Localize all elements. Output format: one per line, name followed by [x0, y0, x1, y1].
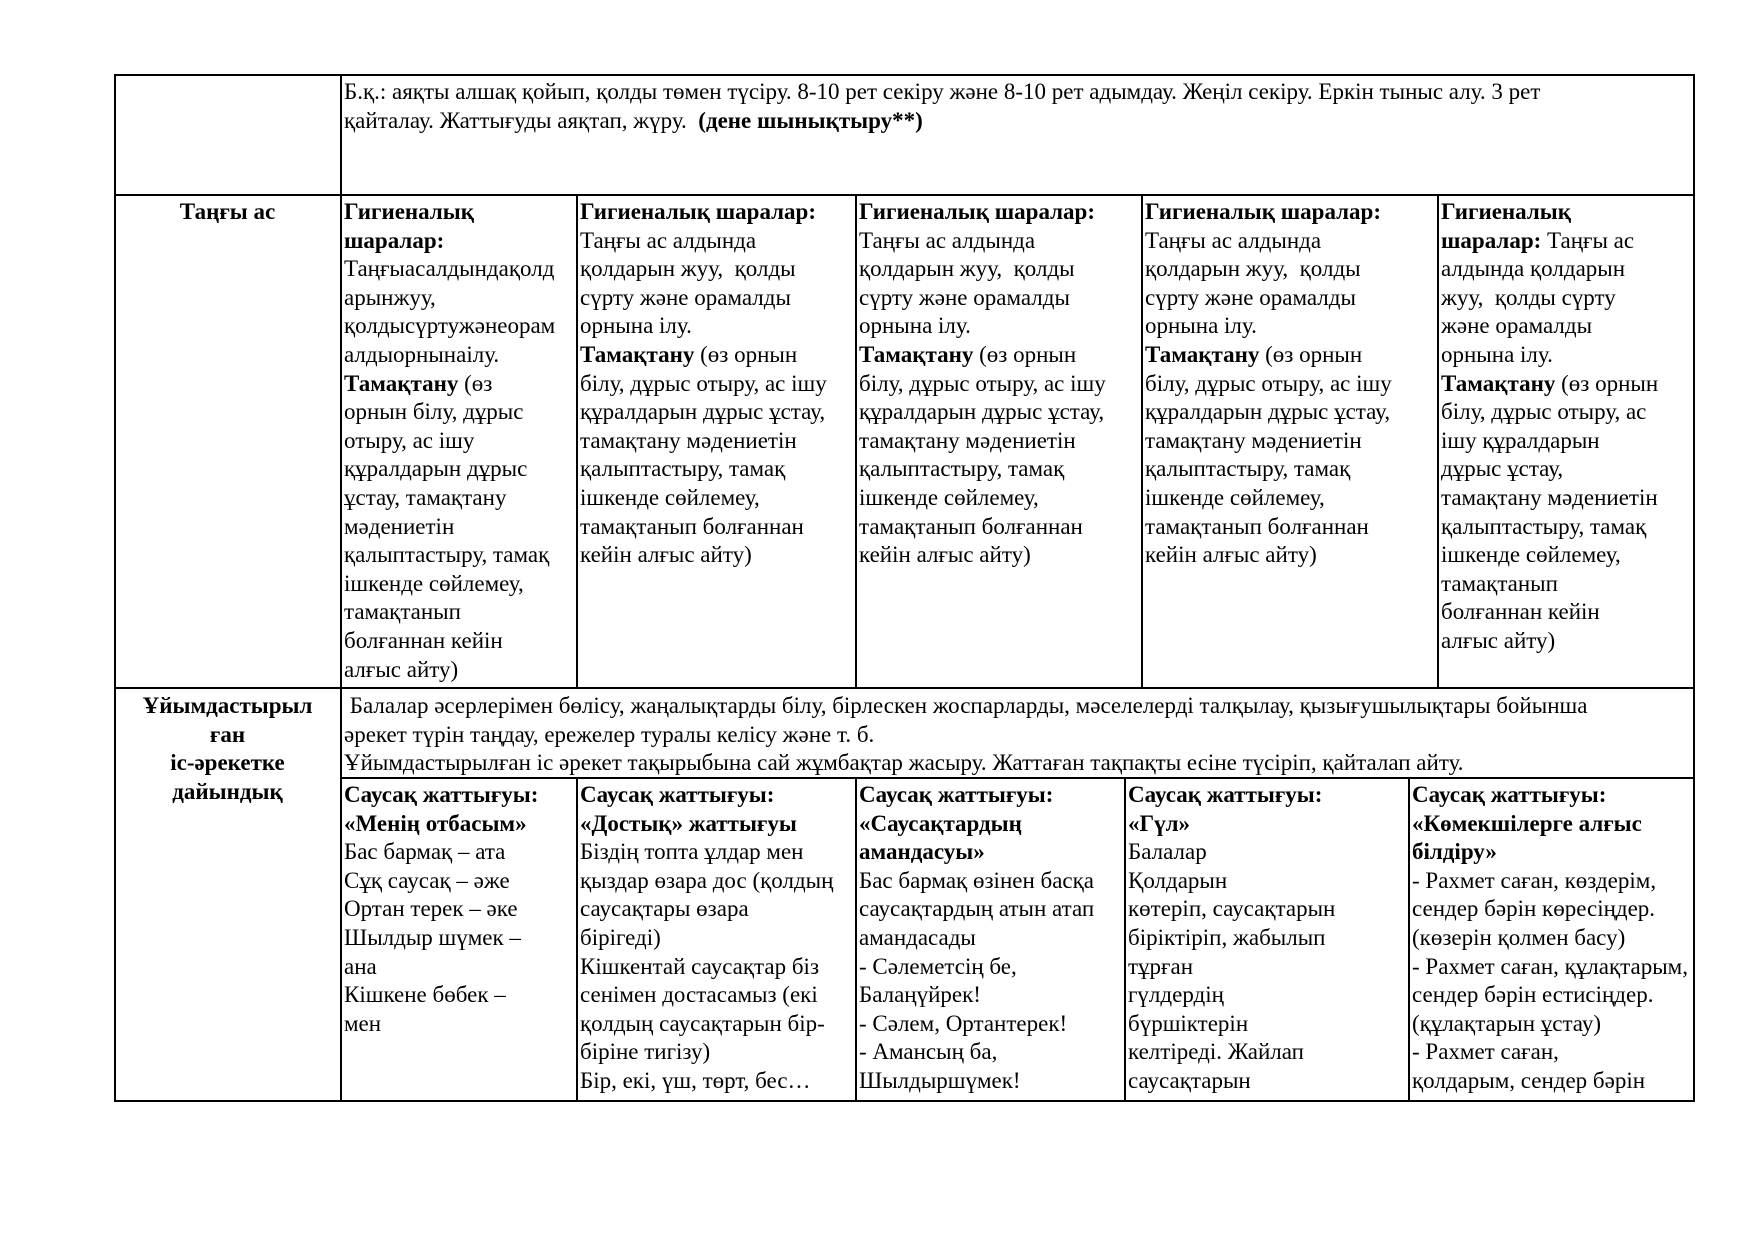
prep-label-cell	[117, 692, 338, 806]
cell-line-text: гүлдердің	[1128, 982, 1224, 1008]
cell-line	[580, 227, 854, 256]
cell-line-text: ішкенде сөйлемеу,	[859, 484, 1039, 510]
cell-line-text: болғаннан кейін	[344, 627, 503, 653]
cell-line-text: сендер бәрін көресіңдер.	[1412, 896, 1656, 922]
cell-line-text: Гигиеналық	[1441, 199, 1571, 224]
cell-line-text: Қолдарын	[1128, 867, 1228, 893]
cell-line	[1128, 895, 1407, 924]
cell-line-text: тамақтанып болғаннан	[1145, 513, 1369, 539]
cell-line	[1412, 953, 1692, 982]
cell-line-text: қыздар өзара дос (қолдың	[580, 867, 834, 893]
prep-intro-line-1: Балалар әсерлерімен бөлісу, жаңалықтарды білу, бірлескен жоспарларды, мәселелерді талқылау, қызығушылықтары бойынша	[344, 693, 1588, 718]
prep-label-line-2: ған	[209, 721, 246, 747]
cell-line	[344, 598, 575, 627]
cell-line	[1441, 227, 1692, 256]
cell-line	[1412, 781, 1692, 810]
cell-line	[1441, 541, 1692, 570]
cell-line	[580, 513, 854, 542]
cell-line-text: Саусақ жаттығуы:	[580, 782, 775, 807]
cell-line-text: тамақтану мәдениетін	[580, 427, 797, 453]
cell-line	[859, 953, 1123, 982]
cell-line	[1128, 867, 1407, 896]
cell-line-text: сүрту және орамалды	[1145, 284, 1356, 310]
cell-line	[859, 838, 1123, 867]
cell-line	[859, 810, 1123, 839]
cell-line-text: Гигиеналық шаралар:	[1145, 199, 1381, 224]
cell-line-bold-part: Тамақтану	[859, 341, 974, 367]
breakfast-friday-cell	[1441, 198, 1692, 656]
prep-wednesday-cell	[859, 781, 1123, 1099]
cell-line-text: білу, дұрыс отыру, ас ішу	[859, 370, 1106, 396]
cell-line-text: (өз орнын	[1555, 370, 1659, 396]
cell-line	[580, 541, 854, 570]
cell-line-text: (өз орнын	[1259, 341, 1363, 367]
cell-line	[1412, 867, 1692, 896]
cell-line	[580, 398, 854, 427]
cell-line	[344, 284, 575, 313]
cell-line-text: алдында қолдарын	[1441, 256, 1626, 282]
cell-line	[344, 455, 575, 484]
cell-line-text: мәдениетін	[344, 513, 455, 539]
cell-line	[344, 1010, 575, 1039]
cell-line-text: білу, дұрыс отыру, ас	[1441, 399, 1647, 425]
cell-line-bold-part: Тамақтану	[344, 370, 459, 396]
cell-line-text: тамақтанып болғаннан	[859, 513, 1083, 539]
cell-line-text: Шылдыр шүмек –	[344, 924, 521, 950]
cell-line-text: Балалар	[1128, 839, 1207, 865]
cell-line	[859, 398, 1140, 427]
row-divider-2	[114, 687, 1695, 689]
breakfast-divider-4	[1437, 194, 1439, 688]
cell-line	[859, 1038, 1123, 1067]
cell-line-bold-part: шаралар:	[1441, 227, 1542, 253]
cell-line-bold-part: Тамақтану	[1441, 370, 1556, 396]
cell-line-text: арынжуу,	[344, 284, 436, 310]
cell-line	[344, 781, 575, 810]
cell-line	[859, 1010, 1123, 1039]
cell-line-text: шаралар:	[344, 227, 445, 253]
cell-line-text: Саусақ жаттығуы:	[1412, 782, 1607, 807]
cell-line	[1145, 312, 1436, 341]
cell-line-text: тамақтанып	[1441, 570, 1558, 596]
cell-line-bold-part: Тамақтану	[580, 341, 695, 367]
cell-line	[859, 255, 1140, 284]
cell-line	[1128, 924, 1407, 953]
cell-line-text: орнына ілу.	[1441, 341, 1553, 367]
cell-line-text: тамақтанып	[344, 599, 461, 625]
cell-line	[344, 656, 575, 685]
prep-friday-cell	[1412, 781, 1692, 1099]
cell-line	[580, 341, 854, 370]
prep-label-line-4: дайындық	[172, 778, 283, 804]
cell-line	[1145, 341, 1436, 370]
prep-divider-4	[1408, 777, 1410, 1101]
cell-line	[859, 781, 1123, 810]
cell-line-text: Бас бармақ – ата	[344, 839, 506, 865]
cell-line-text: отыру, ас ішу	[344, 427, 475, 453]
cell-line	[580, 1010, 854, 1039]
breakfast-label-cell	[117, 198, 338, 227]
cell-line	[344, 810, 575, 839]
cell-line-text: кейін алғыс айту)	[859, 542, 1031, 568]
cell-line-text: Біздің топта ұлдар мен	[580, 839, 804, 865]
cell-line-text: білу, дұрыс отыру, ас ішу	[580, 370, 827, 396]
cell-line	[580, 867, 854, 896]
cell-line-text: саусақтары өзара	[580, 896, 749, 922]
cell-line	[580, 198, 854, 227]
cell-line	[1145, 427, 1436, 456]
cell-line-text: Шылдыршүмек!	[859, 1067, 1021, 1093]
cell-line	[344, 255, 575, 284]
cell-line	[1441, 427, 1692, 456]
cell-line-text: орнына ілу.	[1145, 313, 1257, 339]
cell-line-text: тамақтану мәдениетін	[859, 427, 1076, 453]
cell-line	[859, 895, 1123, 924]
cell-line	[859, 427, 1140, 456]
cell-line	[344, 953, 575, 982]
cell-line	[1441, 455, 1692, 484]
cell-line	[1412, 981, 1692, 1010]
cell-line-text: ішкенде сөйлемеу,	[344, 570, 524, 596]
cell-line-text: ішкенде сөйлемеу,	[580, 484, 760, 510]
cell-line-text: сендер бәрін естисіңдер.	[1412, 982, 1654, 1008]
cell-line	[1145, 398, 1436, 427]
cell-line-text: «Достық» жаттығуы	[580, 810, 797, 836]
cell-line-text: - Сәлем, Ортантерек!	[859, 1010, 1068, 1036]
cell-line	[1441, 627, 1692, 656]
cell-line	[344, 312, 575, 341]
label-column-divider	[340, 74, 342, 1102]
cell-line	[344, 627, 575, 656]
cell-line	[344, 513, 575, 542]
cell-line	[580, 284, 854, 313]
cell-line-text: - Сәлеметсің бе,	[859, 953, 1017, 979]
cell-line	[1128, 838, 1407, 867]
cell-line-text: Кішкентай саусақтар біз	[580, 953, 820, 979]
cell-line-text: қалыптастыру, тамақ	[859, 456, 1065, 482]
cell-line-text: сүрту және орамалды	[859, 284, 1070, 310]
cell-line	[344, 198, 575, 227]
cell-line	[859, 370, 1140, 399]
cell-line-text: Саусақ жаттығуы:	[1128, 782, 1323, 807]
cell-line	[1441, 312, 1692, 341]
cell-line	[1145, 541, 1436, 570]
cell-line-text: Кішкене бөбек –	[344, 982, 506, 1008]
cell-line-text: орнын білу, дұрыс	[344, 399, 524, 425]
cell-line-text: «Менің отбасым»	[344, 810, 527, 836]
cell-line-text: алғыс айту)	[344, 656, 459, 682]
cell-line	[1145, 370, 1436, 399]
top-row-line-2-bold: (дене шынықтыру**)	[698, 107, 923, 133]
cell-line	[580, 781, 854, 810]
cell-line-text: келтіреді. Жайлап	[1128, 1039, 1304, 1065]
cell-line-text: кейін алғыс айту)	[580, 542, 752, 568]
cell-line	[859, 484, 1140, 513]
cell-line-text: - Рахмет саған, құлақтарым,	[1412, 953, 1688, 979]
cell-line	[580, 484, 854, 513]
cell-line-text: кейін алғыс айту)	[1145, 542, 1317, 568]
cell-line	[580, 427, 854, 456]
cell-line	[1441, 570, 1692, 599]
breakfast-wednesday-cell	[859, 198, 1140, 570]
cell-line	[1412, 1010, 1692, 1039]
prep-intro-line-3: Ұйымдастырылған іс әрекет тақырыбына сай жұмбақтар жасыру. Жаттаған тақпақты есіне түсіріп, қайталап айту.	[344, 750, 1464, 776]
cell-line-text: сүрту және орамалды	[580, 284, 791, 310]
cell-line-text: құралдарын дұрыс ұстау,	[1145, 399, 1391, 425]
table-bottom-border	[114, 1100, 1695, 1102]
cell-line-text: Бас бармақ өзінен басқа	[859, 867, 1095, 893]
cell-line-text: ұстау, тамақтану	[344, 484, 507, 510]
cell-line-text: біріктіріп, жабылып	[1128, 924, 1326, 950]
cell-line	[859, 513, 1140, 542]
cell-line	[1145, 255, 1436, 284]
cell-line-text: - Амансың ба,	[859, 1039, 998, 1065]
cell-line-text: «Көмекшілерге алғыс	[1412, 810, 1642, 836]
cell-line	[344, 895, 575, 924]
breakfast-monday-cell	[344, 198, 575, 684]
cell-line	[344, 427, 575, 456]
cell-line	[1441, 598, 1692, 627]
cell-line-text: қолдарын жуу, қолды	[1145, 256, 1361, 282]
cell-line	[859, 198, 1140, 227]
cell-line	[344, 924, 575, 953]
cell-line	[1145, 484, 1436, 513]
cell-line-text: құралдарын дұрыс ұстау,	[580, 399, 826, 425]
cell-line-text: алғыс айту)	[1441, 627, 1556, 653]
cell-line-text: бірігеді)	[580, 924, 661, 950]
cell-line	[580, 255, 854, 284]
cell-line	[1128, 810, 1407, 839]
cell-line	[859, 455, 1140, 484]
prep-divider-1	[576, 777, 578, 1101]
cell-line-text: Гигиеналық шаралар:	[859, 199, 1095, 224]
cell-line	[1412, 924, 1692, 953]
cell-line	[1412, 838, 1692, 867]
cell-line-text: болғаннан кейін	[1441, 599, 1600, 625]
cell-line-text: Балаңүйрек!	[859, 982, 981, 1008]
prep-tuesday-cell	[580, 781, 854, 1099]
cell-line	[1128, 953, 1407, 982]
cell-line-text: бүршіктерін	[1128, 1010, 1249, 1036]
cell-line-text: орнына ілу.	[580, 313, 692, 339]
cell-line	[859, 312, 1140, 341]
prep-intro-text	[344, 692, 1692, 778]
prep-thursday-cell	[1128, 781, 1407, 1099]
cell-line	[580, 370, 854, 399]
prep-divider-3	[1124, 777, 1126, 1101]
cell-line-bold-part: Тамақтану	[1145, 341, 1260, 367]
prep-label-line-1: Ұйымдастырыл	[142, 693, 313, 718]
prep-intro-line-2: әрекет түрін таңдау, ережелер туралы келісу және т. б.	[344, 721, 875, 747]
table-right-border	[1693, 74, 1695, 1102]
cell-line-text: (өз орнын	[694, 341, 798, 367]
cell-line	[344, 981, 575, 1010]
cell-line-text: құралдарын дұрыс ұстау,	[859, 399, 1105, 425]
cell-line-text: біріне тигізу)	[580, 1039, 711, 1065]
cell-line-text: қолдысүртужәнеорам	[344, 313, 556, 339]
cell-line	[580, 981, 854, 1010]
cell-line-text: (құлақтарын ұстау)	[1412, 1010, 1601, 1036]
cell-line-text: Саусақ жаттығуы:	[344, 782, 539, 807]
cell-line-text: қалыптастыру, тамақ	[1145, 456, 1351, 482]
cell-line-text: мен	[344, 1010, 382, 1036]
cell-line-text: Таңғы ас алдында	[580, 227, 757, 253]
top-row-line-1: Б.қ.: аяқты алшақ қойып, қолды төмен түсіру. 8-10 рет секіру және 8-10 рет адымдау. Жеңіл секіру. Еркін тыныс алу. 3 рет	[344, 79, 1541, 104]
cell-line	[859, 924, 1123, 953]
cell-line	[344, 370, 575, 399]
cell-line	[344, 341, 575, 370]
table-left-border	[114, 74, 116, 1102]
cell-line	[1128, 981, 1407, 1010]
cell-line	[1412, 810, 1692, 839]
cell-line	[580, 810, 854, 839]
prep-divider-2	[855, 777, 857, 1101]
cell-line	[859, 541, 1140, 570]
breakfast-divider-1	[576, 194, 578, 688]
cell-line	[1145, 227, 1436, 256]
cell-line-text: қолдың саусақтарын бір-	[580, 1010, 825, 1036]
top-row-line-2-plain: қайталау. Жаттығуды аяқтап, жүру.	[344, 107, 699, 133]
cell-line	[1412, 895, 1692, 924]
cell-line	[859, 341, 1140, 370]
cell-line	[1441, 513, 1692, 542]
table-top-border	[114, 74, 1695, 76]
cell-line-text: Гигиеналық шаралар:	[580, 199, 816, 224]
cell-line	[344, 838, 575, 867]
cell-line-text: қалыптастыру, тамақ	[580, 456, 786, 482]
cell-line	[859, 867, 1123, 896]
cell-line	[859, 227, 1140, 256]
cell-line-text: Таңғы ас алдында	[1145, 227, 1322, 253]
cell-line	[1145, 284, 1436, 313]
cell-line	[1128, 1010, 1407, 1039]
cell-line	[1441, 198, 1692, 227]
cell-line-text: қолдарым, сендер бәрін	[1412, 1067, 1646, 1093]
cell-line-text: құралдарын дұрыс	[344, 456, 528, 482]
cell-line	[344, 541, 575, 570]
cell-line	[1145, 198, 1436, 227]
cell-line-text: Саусақ жаттығуы:	[859, 782, 1054, 807]
cell-line-text: Ортан терек – әке	[344, 896, 518, 922]
cell-line	[580, 924, 854, 953]
cell-line	[1441, 370, 1692, 399]
cell-line-text: - Рахмет саған,	[1412, 1039, 1559, 1065]
cell-line-text: (өз орнын	[973, 341, 1077, 367]
cell-line-text: қолдарын жуу, қолды	[859, 256, 1075, 282]
cell-line	[580, 312, 854, 341]
cell-line-text: тамақтанып болғаннан	[580, 513, 804, 539]
cell-line	[344, 398, 575, 427]
breakfast-tuesday-cell	[580, 198, 854, 570]
breakfast-label: Таңғы ас	[179, 199, 276, 224]
cell-line-text: және орамалды	[1441, 313, 1593, 339]
cell-line-text: (көзерін қолмен басу)	[1412, 924, 1626, 950]
cell-line-text: ана	[344, 953, 377, 979]
cell-line-text: қалыптастыру, тамақ	[344, 542, 550, 568]
cell-line-text: білу, дұрыс отыру, ас ішу	[1145, 370, 1392, 396]
breakfast-thursday-cell	[1145, 198, 1436, 570]
cell-line-text: жуу, қолды сүрту	[1441, 284, 1616, 310]
cell-line-text: қолдарын жуу, қолды	[580, 256, 796, 282]
cell-line-text: Сұқ саусақ – әже	[344, 867, 510, 893]
cell-line-text: (өз	[458, 370, 493, 396]
cell-line-text: көтеріп, саусақтарын	[1128, 896, 1336, 922]
cell-line-text: білдіру»	[1412, 839, 1497, 865]
cell-line	[580, 953, 854, 982]
cell-line-text: Таңғы ас	[1541, 227, 1635, 253]
cell-line	[1441, 341, 1692, 370]
top-row-line-2	[344, 107, 1690, 136]
cell-line-text: саусақтарын	[1128, 1067, 1251, 1093]
cell-line-text: Бір, екі, үш, төрт, бес…	[580, 1067, 811, 1093]
breakfast-divider-2	[855, 194, 857, 688]
cell-line-text: тамақтану мәдениетін	[1441, 484, 1658, 510]
cell-line	[580, 455, 854, 484]
cell-line	[580, 838, 854, 867]
cell-line	[1145, 513, 1436, 542]
cell-line-text: қалыптастыру, тамақ	[1441, 513, 1647, 539]
row-divider-1	[114, 194, 1695, 196]
cell-line	[1441, 255, 1692, 284]
cell-line	[1412, 1067, 1692, 1096]
cell-line	[580, 1038, 854, 1067]
cell-line-text: амандасады	[859, 924, 976, 950]
cell-line	[344, 227, 575, 256]
cell-line-text: ішкенде сөйлемеу,	[1145, 484, 1325, 510]
cell-line	[344, 484, 575, 513]
cell-line	[1128, 1038, 1407, 1067]
cell-line	[1128, 781, 1407, 810]
top-row-text	[344, 78, 1690, 135]
cell-line-text: амандасуы»	[859, 839, 985, 865]
prep-monday-cell	[344, 781, 575, 1099]
cell-line	[859, 1067, 1123, 1096]
cell-line	[859, 284, 1140, 313]
cell-line	[580, 895, 854, 924]
cell-line-text: тамақтану мәдениетін	[1145, 427, 1362, 453]
cell-line-text: - Рахмет саған, көздерім,	[1412, 867, 1657, 893]
cell-line-text: дұрыс ұстау,	[1441, 456, 1564, 482]
cell-line	[344, 867, 575, 896]
cell-line-text: Гигиеналық	[344, 199, 474, 224]
cell-line-text: ішу құралдарын	[1441, 427, 1600, 453]
cell-line-text: «Гүл»	[1128, 810, 1191, 836]
cell-line-text: Таңғыасалдындақолд	[344, 256, 555, 282]
cell-line-text: орнына ілу.	[859, 313, 971, 339]
cell-line	[1441, 284, 1692, 313]
cell-line-text: алдыорнынаілу.	[344, 341, 500, 367]
cell-line-text: «Саусақтардың	[859, 810, 1022, 836]
cell-line-text: тұрған	[1128, 953, 1194, 979]
cell-line-text: Таңғы ас алдында	[859, 227, 1036, 253]
cell-line-text: сенімен достасамыз (екі	[580, 982, 818, 1008]
cell-line-text: саусақтардың атын атап	[859, 896, 1095, 922]
cell-line	[1128, 1067, 1407, 1096]
cell-line	[1412, 1038, 1692, 1067]
cell-line	[1145, 455, 1436, 484]
breakfast-divider-3	[1141, 194, 1143, 688]
cell-line-text: ішкенде сөйлемеу,	[1441, 542, 1621, 568]
prep-label-line-3: іс-әрекетке	[170, 750, 285, 776]
cell-line	[859, 981, 1123, 1010]
cell-line	[344, 570, 575, 599]
cell-line	[580, 1067, 854, 1096]
cell-line	[1441, 398, 1692, 427]
cell-line	[1441, 484, 1692, 513]
